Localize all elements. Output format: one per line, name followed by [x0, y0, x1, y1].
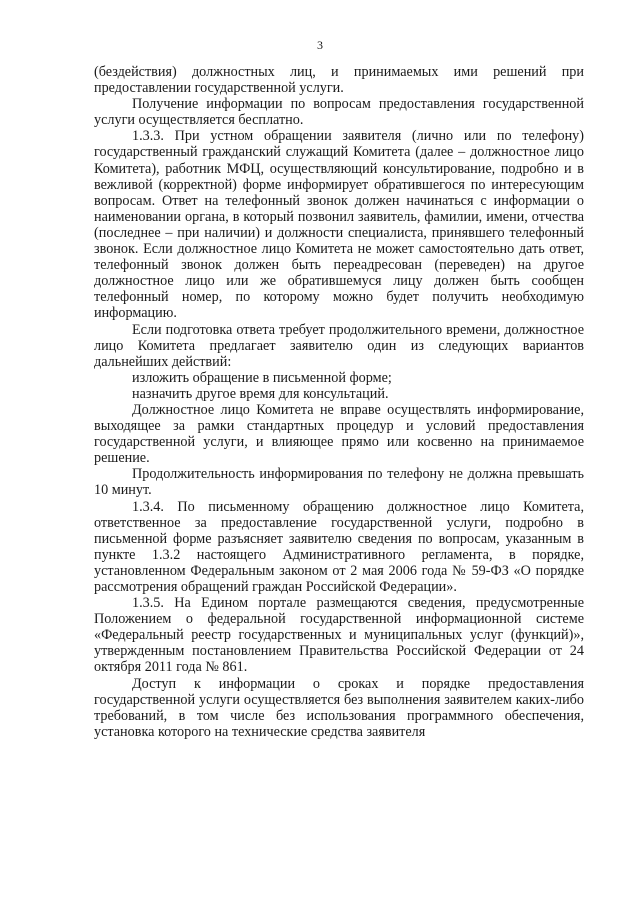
paragraph-1-3-5: 1.3.5. На Едином портале размещаются сведения, предусмотренные Положением о федеральной государственной информационной системе «Федеральный реестр государственных и муниципальных услуг (функций)», утвержденным постановлением Правительства Российской Федерации от 24 октября 2011 года № 861.	[94, 595, 584, 676]
page-number: 3	[317, 38, 323, 52]
list-item: назначить другое время для консультаций.	[132, 385, 389, 402]
paragraph-1-3-3: 1.3.3. При устном обращении заявителя (лично или по телефону) государственный гражданский служащий Комитета (далее – должностное лицо Комитета), работник МФЦ, осуществляющий консультирование, подробно и в вежливой (корректной) форме информирует обратившегося по интересующим вопросам. Ответ на телефонный звонок должен начинаться с информации о наименовании органа, в который позвонил заявитель, фамилии, имени, отчества (последнее – при наличии) и должности специалиста, принявшего телефонный звонок. Если должностное лицо Комитета не может самостоятельно дать ответ, телефонный звонок должен быть переадресован (переведен) на другое должностное лицо или же обратившемуся лицу должен быть сообщен телефонный номер, по которому можно будет получить необходимую информацию.	[94, 128, 584, 322]
paragraph-long-preparation: Если подготовка ответа требует продолжительного времени, должностное лицо Комитета предлагает заявителю один из следующих вариантов дальнейших действий:	[94, 321, 584, 370]
paragraph-1-3-4: 1.3.4. По письменному обращению должностное лицо Комитета, ответственное за предоставление государственной услуги, подробно в письменной форме разъясняет заявителю сведения по вопросам, указанным в пункте 1.3.2 настоящего Административного регламента, в порядке, установленном Федеральным законом от 2 мая 2006 года № 59-ФЗ «О порядке рассмотрения обращений граждан Российской Федерации».	[94, 498, 584, 595]
paragraph-access: Доступ к информации о сроках и порядке предоставления государственной услуги осуществляется без выполнения заявителем каких-либо требований, в том числе без использования программного обеспечения, установка которого на технические средства заявителя	[94, 675, 584, 740]
paragraph-continuation: (бездействия) должностных лиц, и принимаемых ими решений при предоставлении государственной услуги.	[94, 64, 584, 97]
paragraph-duration: Продолжительность информирования по телефону не должна превышать 10 минут.	[94, 466, 584, 499]
document-body	[94, 64, 584, 740]
paragraph-free-info: Получение информации по вопросам предоставления государственной услуги осуществляется бесплатно.	[94, 96, 584, 129]
list-item: изложить обращение в письменной форме;	[132, 369, 392, 386]
paragraph-restriction: Должностное лицо Комитета не вправе осуществлять информирование, выходящее за рамки стандартных процедур и условий предоставления государственной услуги, и влияющее прямо или косвенно на принимаемое решение.	[94, 401, 584, 467]
